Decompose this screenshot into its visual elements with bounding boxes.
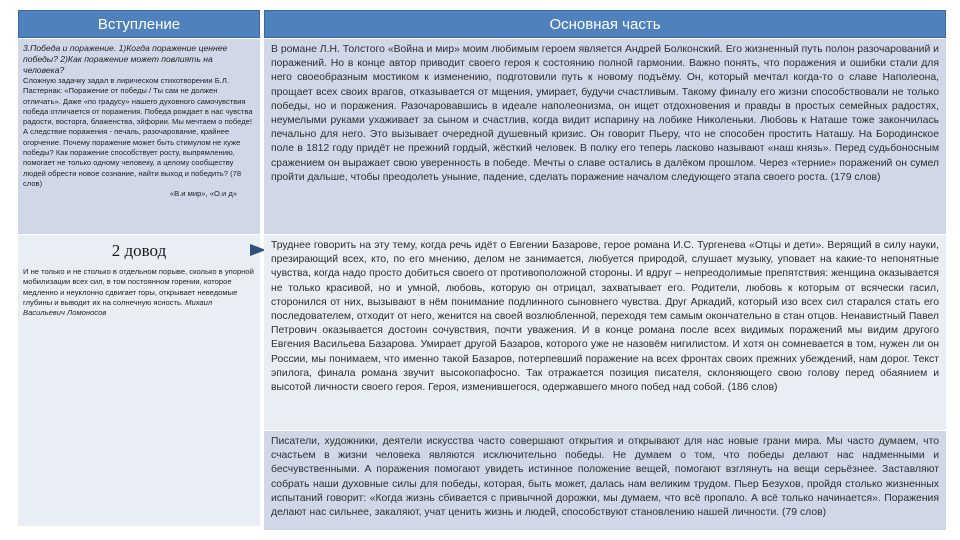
- intro-cell: [18, 38, 260, 234]
- conclusion-text: Писатели, художники, деятели искусства часто совершают открытия и открывают для нас новые грани мира. Мы часто думаем, что счастьем в жизни человека являются исключительно победы. Не думаем о том, что победы делают нас надменными и бесчувственными. А поражения помогают увидеть истинное положение вещей, помогают взглянуть на вещи серьёзнее. Заставляют собрать наши духовные силы для победы, которая, быть может, далась нам великим трудом. Пьер Безухов, пройдя столько жизненных испытаний говорит: «Когда жизнь сбивается с привычной дорожки, мы думаем, что всё пропало. А всё только начинается». Поражения делают нас сильнее, закаляют, учат ценить жизнь и людей, способствуют становлению нашей личности. (79 слов): [271, 436, 939, 519]
- second-argument-cell: [18, 234, 260, 526]
- header-main: Основная часть: [264, 10, 946, 38]
- bolkonsky-text: В романе Л.Н. Толстого «Война и мир» моим любимым героем является Андрей Болконский. Его жизненный путь полон разочарований и поражений. Но в конце автор приводит своего героя к состоянию полной гармонии. Важно понять, что поражения и ошибки стали для него своеобразным мостиком к изменению, подготовили путь к новому подъёму. Он, который мечтал когда-то о славе Наполеона, прощает всех своих врагов, отказывается от мщения, умирает, будучи счастливым. Такому финалу его жизни способствовали не только победы, но и поражения. Разочаровавшись в идеале наполеонизма, он ищет отдохновения и правды в простых семейных радостях, неумелыми руками ухаживает за сыном и счастлив, когда видит испарину на лобике Николеньки. Любовь к Наташе тоже закончилась печально для него. Это вызывает очередной душевный кризис. Он говорит Пьеру, что не способен простить Наташу. На Бородинское поле в 1812 году придёт не прежний гордый, жёсткий человек. В полку его теперь ласково называют «наш князь». Перед судьбоносным сражением он выражает свою уверенность в победе. Мечты о славе остались в далёком прошлом. Через «терние» поражений он сумел пройти дальше, чтобы преодолеть уныние, падение, сделать поражение началом следующего этапа своего роста. (179 слов): [271, 44, 939, 183]
- lomonosov-quote-block: [23, 267, 255, 318]
- intro-questions: 3.Победа и поражение. 1)Когда поражение ценнее победы? 2)Как поражение может повлиять на человека?: [23, 43, 228, 75]
- second-argument-title: 2 довод: [111, 241, 167, 260]
- bazarov-text: Труднее говорить на эту тему, когда речь идёт о Евгении Базарове, герое романа И.С. Тургенева «Отцы и дети». Верящий в силу науки, презирающий всех, кто, по его мнению, делом не занимается, любуется природой, слушает музыку, уповает на какие-то непонятные чувства, когда надо просто добиться своего от противоположной стороны. И вдруг – непреодолимые препятствия: женщина оказывается не только красивой, но и умной, любовь, которую он отрицал, захватывает его. Родители, любовь к которым от всячески гасил, сторонился от них, вызывают в нём понимание подлинного сыновнего чувства. Друг Аркадий, который изо всех сил старался стать его последователем, отходит от него, женится на своей возлюбленной, переходя тем самым окончательно в стан отцов. Ненавистный Павел Петрович оказывается достоин сочувствия, почти уважения. И в конце романа после всех видимых поражений мы видим другого Евгения Васильева Базарова. Умирает другой Базаров, которого уже не назовём нигилистом. И хотя он сомневается в том, нужен ли он России, мы понимаем, что именно такой Базаров, потерпевший поражение на всех фронтах своих прежних убеждений, нам дорог. Текст эпилога, финала романа звучит высокопафосно. Так отражается позиция писателя, склоняющего свою голову перед обаянием и высотой личности своего героя. Героя, изменившегося, одержавшего много побед над собой. (186 слов): [271, 240, 939, 394]
- header-intro: Вступление: [18, 10, 260, 38]
- intro-text: Сложную задачку задал в лирическом стихотворении Б.Л. Пастернак: «Поражение от победы / Ты сам не должен отличать». Даже «по градусу» нашего духовного самочувствия победа отличается от поражения. Победа рождает в нас чувства радости, восторга, блаженства, эйфории. Мы мечтаем о победе! А следствие поражения - печаль, разочарование, крайнее огорчение. Почему поражение может быть стимулом не хуже победы? Как поражение способствует росту, выпрямлению, помогает не только одному человеку, а целому сообществу людей обрести новое сознание, найти выход и победить? (78 слов): [23, 76, 253, 188]
- intro-refs: «В.и мир», «О.и д»: [169, 189, 237, 199]
- main-paragraph-2: [264, 234, 946, 430]
- main-paragraph-3: [264, 430, 946, 530]
- lomonosov-quote: И не только и не столько в отдельном порыве, сколько в упорной мобилизации всех сил, в том постоянном горении, которое медленно и неуклонно сдвигает горы, открывает неведомые глубины и выводит их на солнечную ясность.: [23, 267, 254, 307]
- main-paragraph-1: [264, 38, 946, 234]
- quote-author: Михаил Васильевич Ломоносов: [23, 297, 213, 318]
